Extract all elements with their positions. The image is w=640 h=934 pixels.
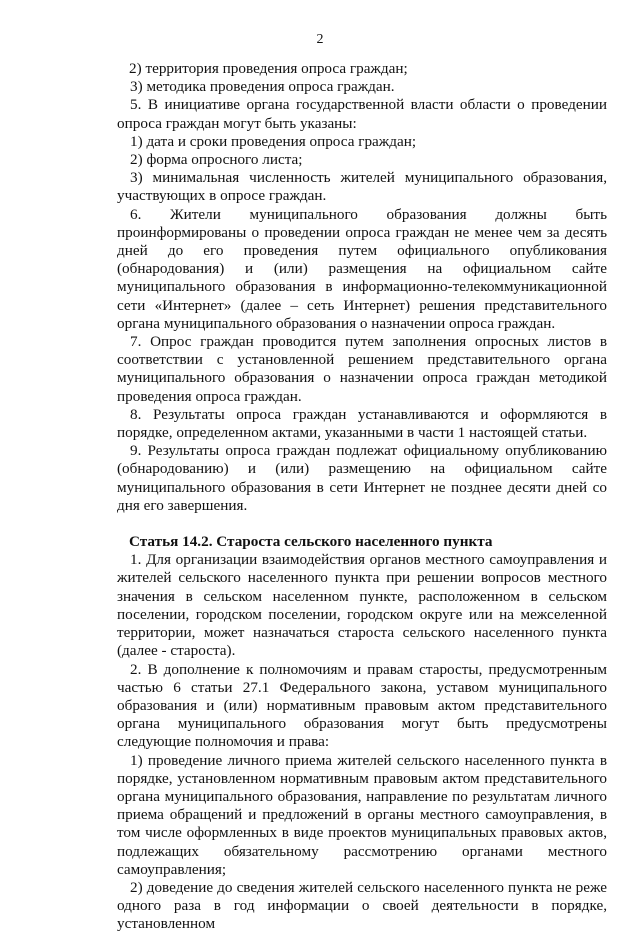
article-paragraph-2: 2. В дополнение к полномочиям и правам старосты, предусмотренным частью 6 статьи 27.1 Федерального закона, уставом муниципального образования и (или) нормативным правовым актом представительного органа муниципального образования могут быть предусмотрены следующие полномочия и права:: [117, 660, 607, 751]
paragraph-5: 5. В инициативе органа государственной власти области о проведении опроса граждан могут быть указаны:: [117, 96, 607, 132]
list-item-reception: 1) проведение личного приема жителей сельского населенного пункта в порядке, установленном нормативным правовым актом представительного органа муниципального образования, направление по результатам личного приема обращений и предложений в органы местного самоуправления, в том числе оформленных в виде проектов муниципальных правовых актов, подлежащих обязательному рассмотрению органами местного самоуправления;: [117, 751, 607, 878]
list-item-territory: 2) территория проведения опроса граждан;: [129, 60, 408, 77]
list-item-min-count: 3) минимальная численность жителей муниципального образования, участвующих в опросе граждан.: [117, 169, 607, 205]
page-number: 2: [316, 32, 324, 47]
document-body: [117, 60, 607, 934]
paragraph-8: 8. Результаты опроса граждан устанавливаются и оформляются в порядке, определенном актами, указанными в части 1 настоящей статьи.: [117, 405, 607, 442]
list-item-methodology: 3) методика проведения опроса граждан.: [130, 78, 395, 96]
paragraph-9: 9. Результаты опроса граждан подлежат официальному опубликованию (обнародованию) и (или) размещению на официальном сайте муниципального образования в сети Интернет не позднее десяти дней со дня его завершения.: [117, 442, 607, 514]
paragraph-6: 6. Жители муниципального образования должны быть проинформированы о проведении опроса граждан не менее чем за десять дней до его проведения путем официального опубликования (обнародования) и (или) размещения на официальном сайте муниципального образования в информационно-телекоммуникационной сети «Интернет» (далее – сеть Интернет) решения представительного органа муниципального образования о назначении опроса граждан.: [117, 205, 607, 332]
list-item-form: 2) форма опросного листа;: [130, 151, 303, 169]
list-item-informing: 2) доведение до сведения жителей сельского населенного пункта не реже одного раза в год информации о своей деятельности в порядке, установленном: [117, 878, 607, 933]
paragraph-7: 7. Опрос граждан проводится путем заполнения опросных листов в соответствии с установленной решением представительного органа муниципального образования о назначении опроса граждан методикой проведения опроса граждан.: [117, 333, 607, 405]
article-heading: Статья 14.2. Староста сельского населенного пункта: [129, 533, 493, 551]
article-paragraph-1: 1. Для организации взаимодействия органов местного самоуправления и жителей сельского населенного пункта при решении вопросов местного значения в сельском населенном пункте, расположенном в сельском поселении, городском поселении, городском округе или на межселенной территории, может назначаться староста сельского населенного пункта (далее - староста).: [117, 551, 607, 660]
list-item-dates: 1) дата и сроки проведения опроса граждан;: [130, 132, 417, 150]
